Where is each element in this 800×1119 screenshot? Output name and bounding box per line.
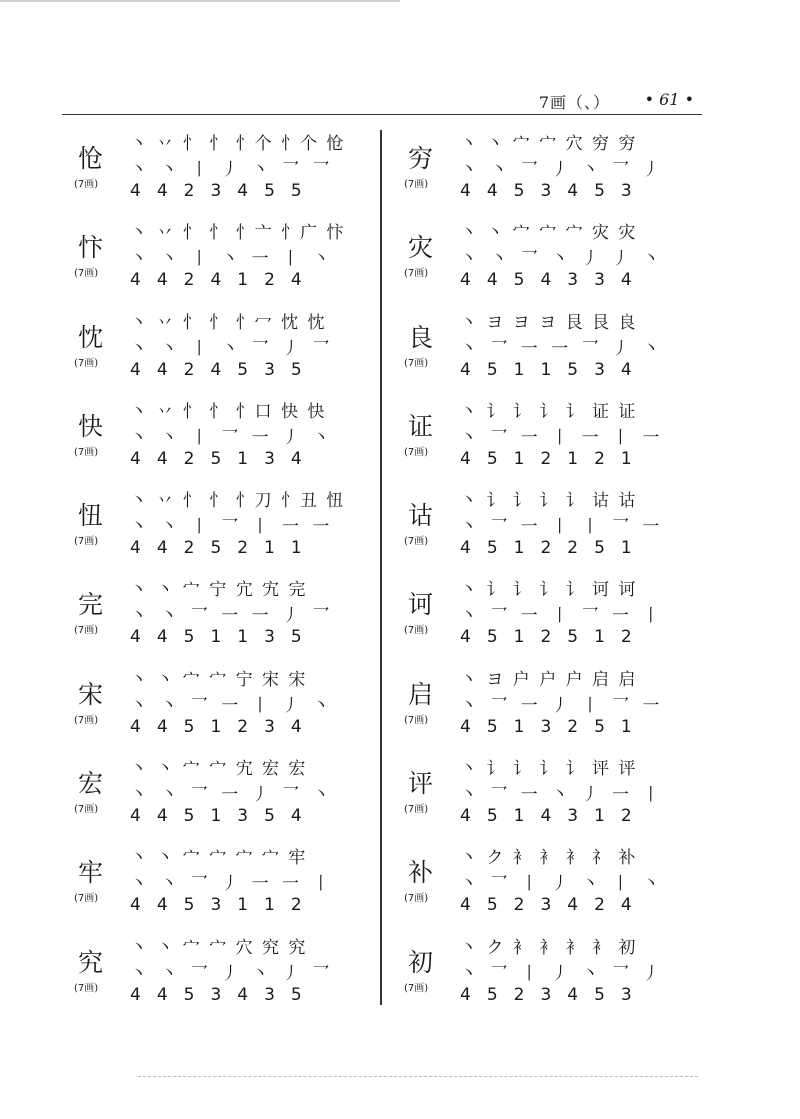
stroke-codes: 4 5 1 4 3 1 2: [460, 806, 638, 827]
stroke-codes: 4 5 1 2 1 2 1: [460, 448, 638, 469]
character-entry: [400, 664, 700, 753]
stroke-codes: 4 5 1 2 5 1 2: [460, 627, 638, 648]
character-glyph: 究: [78, 947, 104, 977]
stroke-types: 丶 乛 一 丨 一 丨 一: [460, 427, 664, 448]
writing-sequence: 丶 讠 讠 讠 讠 证 证: [460, 401, 638, 422]
stroke-count-note: (7画): [404, 357, 429, 369]
character-entry: [70, 574, 370, 663]
writing-sequence: 丶 丶 宀 宀 穴 究 究: [130, 937, 308, 958]
stroke-count-note: (7画): [404, 446, 429, 458]
character-entry: [400, 574, 700, 663]
stroke-types: 丶 乛 一 丿 丨 乛 一: [460, 695, 664, 716]
character-glyph: 证: [408, 411, 434, 441]
character-glyph: 怆: [78, 144, 104, 173]
stroke-count-note: (7画): [404, 714, 429, 726]
stroke-types: 丶 丶 丨 乛 丨 一 一: [130, 517, 334, 538]
character-entry: [70, 485, 370, 574]
stroke-types: 丶 丶 乛 丿 一 一 丨: [130, 874, 334, 895]
character-glyph: 补: [408, 858, 434, 888]
stroke-count-note: (7画): [74, 714, 99, 726]
stroke-codes: 4 4 5 1 1 3 5: [130, 627, 308, 648]
stroke-count-note: (7画): [74, 625, 99, 637]
character-entry: [70, 396, 370, 485]
stroke-types: 丶 乛 丨 丿 丶 乛 丿: [460, 963, 664, 984]
writing-sequence: 丶 丷 忄 忄 忄亠 忄广 忭: [130, 223, 346, 244]
stroke-types: 丶 丶 丨 丶 乛 丿 乛: [130, 338, 334, 359]
stroke-codes: 4 4 2 4 5 3 5: [130, 359, 308, 380]
stroke-types: 丶 乛 一 一 乛 丿 丶: [460, 338, 664, 359]
stroke-codes: 4 4 5 1 2 3 4: [130, 716, 308, 737]
stroke-count-note: (7画): [404, 982, 429, 994]
writing-sequence: 丶 ク 衤 衤 衤 礻 补: [460, 848, 638, 869]
writing-sequence: 丶 丷 忄 忄 忄刀 忄丑 忸: [130, 491, 346, 512]
stroke-types: 丶 乛 一 丨 乛 一 丨: [460, 606, 664, 627]
writing-sequence: 丶 丶 宀 宁 宂 宄 完: [130, 580, 308, 601]
character-glyph: 评: [408, 769, 434, 799]
character-entry: [70, 842, 370, 931]
stroke-count-note: (7画): [74, 446, 99, 458]
writing-sequence: 丶 讠 讠 讠 讠 评 评: [460, 759, 638, 780]
writing-sequence: 丶 丶 宀 宀 穴 穷 穷: [460, 134, 638, 154]
stroke-codes: 4 4 5 3 4 3 5: [130, 984, 308, 1005]
character-glyph: 完: [78, 590, 104, 620]
stroke-count-note: (7画): [404, 625, 429, 637]
stroke-codes: 4 4 5 4 3 3 4: [460, 270, 638, 291]
scan-artifact-line: [0, 0, 400, 2]
character-entry: [400, 396, 700, 485]
character-entry: [70, 307, 370, 396]
stroke-codes: 4 4 2 4 1 2 4: [130, 270, 308, 291]
writing-sequence: 丶 ヨ ヨ ヨ 艮 艮 良: [460, 312, 638, 333]
stroke-codes: 4 4 5 3 4 5 3: [460, 181, 638, 201]
stroke-count-note: (7画): [404, 804, 429, 816]
character-entry: [400, 932, 700, 1021]
column-divider: [380, 130, 382, 1005]
stroke-count-note: (7画): [74, 357, 99, 369]
character-glyph: 快: [78, 411, 104, 441]
character-glyph: 忸: [78, 501, 104, 531]
stroke-count-note: (7画): [404, 893, 429, 905]
character-entry: [70, 128, 370, 217]
stroke-count-note: (7画): [74, 536, 99, 548]
stroke-types: 丶 丶 乛 一 丿 乛 丶: [130, 785, 334, 806]
stroke-count-note: (7画): [74, 893, 99, 905]
stroke-types: 丶 丶 乛 一 丨 丿 丶: [130, 695, 334, 716]
writing-sequence: 丶 丷 忄 忄 忄个 忄个 怆: [130, 134, 346, 154]
writing-sequence: 丶 丶 宀 宀 宁 宋 宋: [130, 669, 308, 690]
stroke-codes: 4 5 2 3 4 5 3: [460, 984, 638, 1005]
character-entry: [400, 485, 700, 574]
stroke-codes: 4 5 1 2 2 5 1: [460, 538, 638, 559]
stroke-count-note: (7画): [74, 804, 99, 816]
stroke-codes: 4 4 5 3 1 1 2: [130, 895, 308, 916]
character-glyph: 诂: [408, 501, 434, 531]
character-glyph: 灾: [408, 233, 434, 263]
character-glyph: 良: [408, 322, 434, 352]
character-glyph: 牢: [78, 858, 104, 888]
stroke-codes: 4 5 1 3 2 5 1: [460, 716, 638, 737]
stroke-types: 丶 丶 乛 一 一 丿 乛: [130, 606, 334, 627]
character-glyph: 穷: [408, 144, 434, 173]
character-glyph: 启: [408, 679, 434, 709]
stroke-types: 丶 丶 丨 丶 一 丨 丶: [130, 249, 334, 270]
stroke-types: 丶 丶 乛 丿 丶 乛 丿: [460, 160, 664, 180]
writing-sequence: 丶 讠 讠 讠 讠 诃 诃: [460, 580, 638, 601]
stroke-codes: 4 4 5 1 3 5 4: [130, 806, 308, 827]
stroke-types: 丶 乛 一 丨 丨 乛 一: [460, 517, 664, 538]
stroke-codes: 4 4 2 5 2 1 1: [130, 538, 308, 559]
right-column: [400, 128, 700, 1021]
stroke-codes: 4 5 2 3 4 2 4: [460, 895, 638, 916]
stroke-codes: 4 4 2 5 1 3 4: [130, 448, 308, 469]
character-entry: [400, 307, 700, 396]
writing-sequence: 丶 丶 宀 宀 宀 灾 灾: [460, 223, 638, 244]
writing-sequence: 丶 丷 忄 忄 忄冖 忱 忱: [130, 312, 327, 333]
character-entry: [70, 217, 370, 306]
stroke-count-note: (7画): [74, 982, 99, 994]
stroke-types: 丶 丶 丨 乛 一 丿 丶: [130, 427, 334, 448]
character-glyph: 宋: [78, 679, 104, 709]
character-entry: [70, 753, 370, 842]
stroke-types: 丶 丶 乛 丿 丶 丿 乛: [130, 963, 334, 984]
character-entry: [400, 842, 700, 931]
stroke-types: 丶 乛 丨 丿 丶 丨 丶: [460, 874, 664, 895]
writing-sequence: 丶 丷 忄 忄 忄口 快 快: [130, 401, 327, 422]
stroke-types: 丶 丶 丨 丿 丶 乛 乛: [130, 160, 334, 180]
stroke-count-note: (7画): [74, 179, 99, 190]
character-entry: [70, 664, 370, 753]
stroke-count-note: (7画): [404, 268, 429, 280]
stroke-codes: 4 4 2 3 4 5 5: [130, 181, 308, 201]
scan-artifact-footer: [138, 1076, 698, 1078]
character-entry: [400, 128, 700, 217]
page-number: • 61 •: [644, 90, 694, 109]
stroke-count-note: (7画): [74, 268, 99, 280]
section-label: 7画（、）: [538, 93, 610, 112]
stroke-types: 丶 丶 乛 丶 丿 丿 丶: [460, 249, 664, 270]
writing-sequence: 丶 ヨ 户 户 户 启 启: [460, 669, 638, 690]
stroke-types: 丶 乛 一 丶 丿 一 丨: [460, 785, 664, 806]
character-glyph: 忱: [78, 322, 104, 352]
character-entry: [400, 217, 700, 306]
writing-sequence: 丶 ク 衤 衤 衤 衤 初: [460, 937, 638, 958]
character-entry: [70, 932, 370, 1021]
character-entry: [400, 753, 700, 842]
character-glyph: 忭: [78, 233, 104, 263]
stroke-count-note: (7画): [404, 536, 429, 548]
character-glyph: 诃: [408, 590, 434, 620]
left-column: [70, 128, 370, 1021]
character-glyph: 初: [408, 947, 434, 977]
stroke-codes: 4 5 1 1 5 3 4: [460, 359, 638, 380]
writing-sequence: 丶 丶 宀 宀 宀 宀 牢: [130, 848, 308, 869]
writing-sequence: 丶 讠 讠 讠 讠 诂 诂: [460, 491, 638, 512]
character-glyph: 宏: [78, 769, 104, 799]
writing-sequence: 丶 丶 宀 宀 宄 宏 宏: [130, 759, 308, 780]
page-header: [62, 84, 702, 115]
stroke-count-note: (7画): [404, 179, 429, 190]
